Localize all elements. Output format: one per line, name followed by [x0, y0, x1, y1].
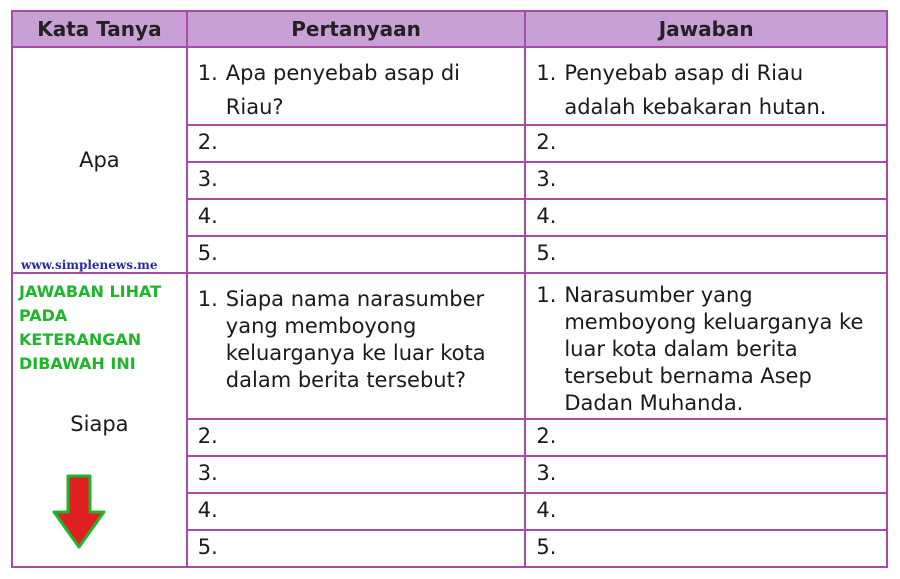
question-cell: [187, 162, 526, 199]
answer-cell: [525, 199, 887, 236]
question-cell: [187, 47, 526, 125]
item-number: 3.: [197, 461, 218, 485]
item-number: 5.: [197, 535, 218, 559]
keyword-apa: Apa: [79, 148, 120, 172]
question-cell: [187, 530, 526, 567]
answer-text: Penyebab asap di Riau adalah kebakaran hutan.: [564, 61, 827, 119]
answer-cell: [525, 125, 887, 162]
question-cell: [187, 236, 526, 273]
item-number: 4.: [197, 498, 218, 522]
table-row: [12, 47, 887, 125]
item-number: 5.: [197, 241, 218, 265]
down-arrow-icon: [51, 474, 107, 550]
header-pertanyaan: Pertanyaan: [187, 11, 526, 47]
question-cell: [187, 125, 526, 162]
header-kata-tanya: Kata Tanya: [12, 11, 187, 47]
item-number: 1.: [536, 283, 557, 307]
answer-cell: [525, 162, 887, 199]
item-number: 3.: [536, 461, 557, 485]
answer-cell: [525, 47, 887, 125]
item-number: 1.: [197, 287, 218, 311]
keyword-cell-apa: [12, 47, 187, 273]
answer-cell: [525, 493, 887, 530]
item-number: 5.: [536, 241, 557, 265]
question-cell: [187, 419, 526, 456]
keyword-cell-siapa: [12, 273, 187, 567]
watermark-text: www.simplenews.me: [21, 258, 158, 272]
answer-text: Narasumber yang memboyong keluarganya ke luar kota dalam berita tersebut bernama Asep Dadan Muhanda.: [564, 283, 864, 415]
item-number: 2.: [197, 424, 218, 448]
item-number: 1.: [536, 61, 557, 85]
item-number: 3.: [197, 167, 218, 191]
item-number: 2.: [536, 130, 557, 154]
question-text: Siapa nama narasumber yang memboyong keluarganya ke luar kota dalam berita tersebut?: [225, 287, 486, 392]
item-number: 1.: [197, 61, 218, 85]
item-number: 3.: [536, 167, 557, 191]
header-row: [12, 11, 887, 47]
question-cell: [187, 493, 526, 530]
item-number: 4.: [197, 204, 218, 228]
answer-cell: [525, 419, 887, 456]
answer-cell: [525, 530, 887, 567]
question-cell: [187, 199, 526, 236]
answer-cell: [525, 236, 887, 273]
keyword-siapa: Siapa: [70, 412, 129, 436]
item-number: 5.: [536, 535, 557, 559]
question-text: Apa penyebab asap di Riau?: [225, 61, 460, 119]
answer-cell: [525, 456, 887, 493]
item-number: 4.: [536, 204, 557, 228]
question-cell: [187, 456, 526, 493]
question-table: [11, 10, 888, 568]
question-cell: [187, 273, 526, 419]
header-jawaban: Jawaban: [525, 11, 887, 47]
item-number: 2.: [197, 130, 218, 154]
item-number: 2.: [536, 424, 557, 448]
table-row: [12, 273, 887, 419]
answer-note: JAWABAN LIHAT PADA KETERANGAN DIBAWAH INI: [19, 282, 162, 373]
item-number: 4.: [536, 498, 557, 522]
answer-cell: [525, 273, 887, 419]
